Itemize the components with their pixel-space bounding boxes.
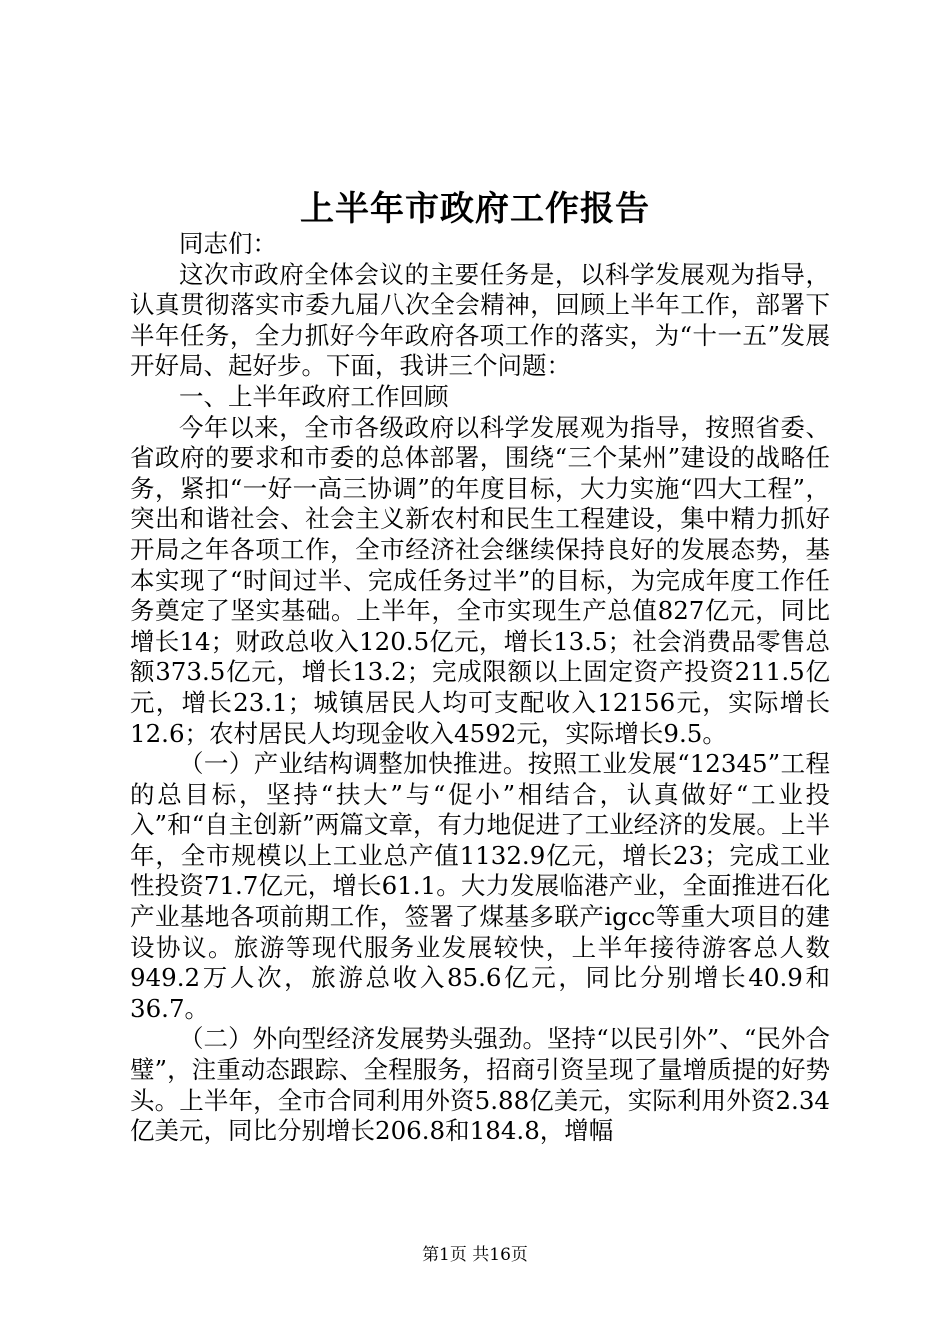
document-body [130,229,830,1147]
section-heading: 一、上半年政府工作回顾 [179,381,449,411]
foreign-economy-paragraph: （二）外向型经济发展势头强劲。坚持“以民引外”、“民外合璧”，注重动态跟踪、全程服务，招商引资呈现了量增质提的好势头。上半年，全市合同利用外资5.88亿美元，实际利用外资2.34亿美元，同比分别增长206.8和184.8，增幅 [130,1024,830,1146]
salutation-paragraph: 同志们： [179,229,277,258]
overview-paragraph: 今年以来，全市各级政府以科学发展观为指导，按照省委、省政府的要求和市委的总体部署，围绕“三个某州”建设的战略任务，紧扣“一好一高三协调”的年度目标，大力实施“四大工程”，突出和谐社会、社会主义新农村和民生工程建设，集中精力抓好开局之年各项工作，全市经济社会继续保持良好的发展态势，基本实现了“时间过半、完成任务过半”的目标，为完成年度工作任务奠定了坚实基础。上半年，全市实现生产总值827亿元，同比增长14；财政总收入120.5亿元，增长13.5；社会消费品零售总额373.5亿元，增长13.2；完成限额以上固定资产投资211.5亿元，增长23.1；城镇居民人均可支配收入12156元，实际增长12.6；农村居民人均现金收入4592元，实际增长9.5。 [130,412,830,748]
page-number-footer: 第1页 共16页 [422,1245,528,1265]
intro-paragraph: 这次市政府全体会议的主要任务是，以科学发展观为指导，认真贯彻落实市委九届八次全会精神，回顾上半年工作，部署下半年任务，全力抓好今年政府各项工作的落实，为“十一五”发展开好局、起好步。下面，我讲三个问题： [130,259,830,381]
document-title: 上半年市政府工作报告 [300,189,650,229]
industry-paragraph: （一）产业结构调整加快推进。按照工业发展“12345”工程的总目标，坚持“扶大”与“促小”相结合，认真做好“工业投入”和“自主创新”两篇文章，有力地促进了工业经济的发展。上半年，全市规模以上工业总产值1132.9亿元，增长23；完成工业性投资71.7亿元，增长61.1。大力发展临港产业，全面推进石化产业基地各项前期工作，签署了煤基多联产igcc等重大项目的建设协议。旅游等现代服务业发展较快，上半年接待游客总人数949.2万人次，旅游总收入85.6亿元，同比分别增长40.9和36.7。 [130,749,830,1023]
